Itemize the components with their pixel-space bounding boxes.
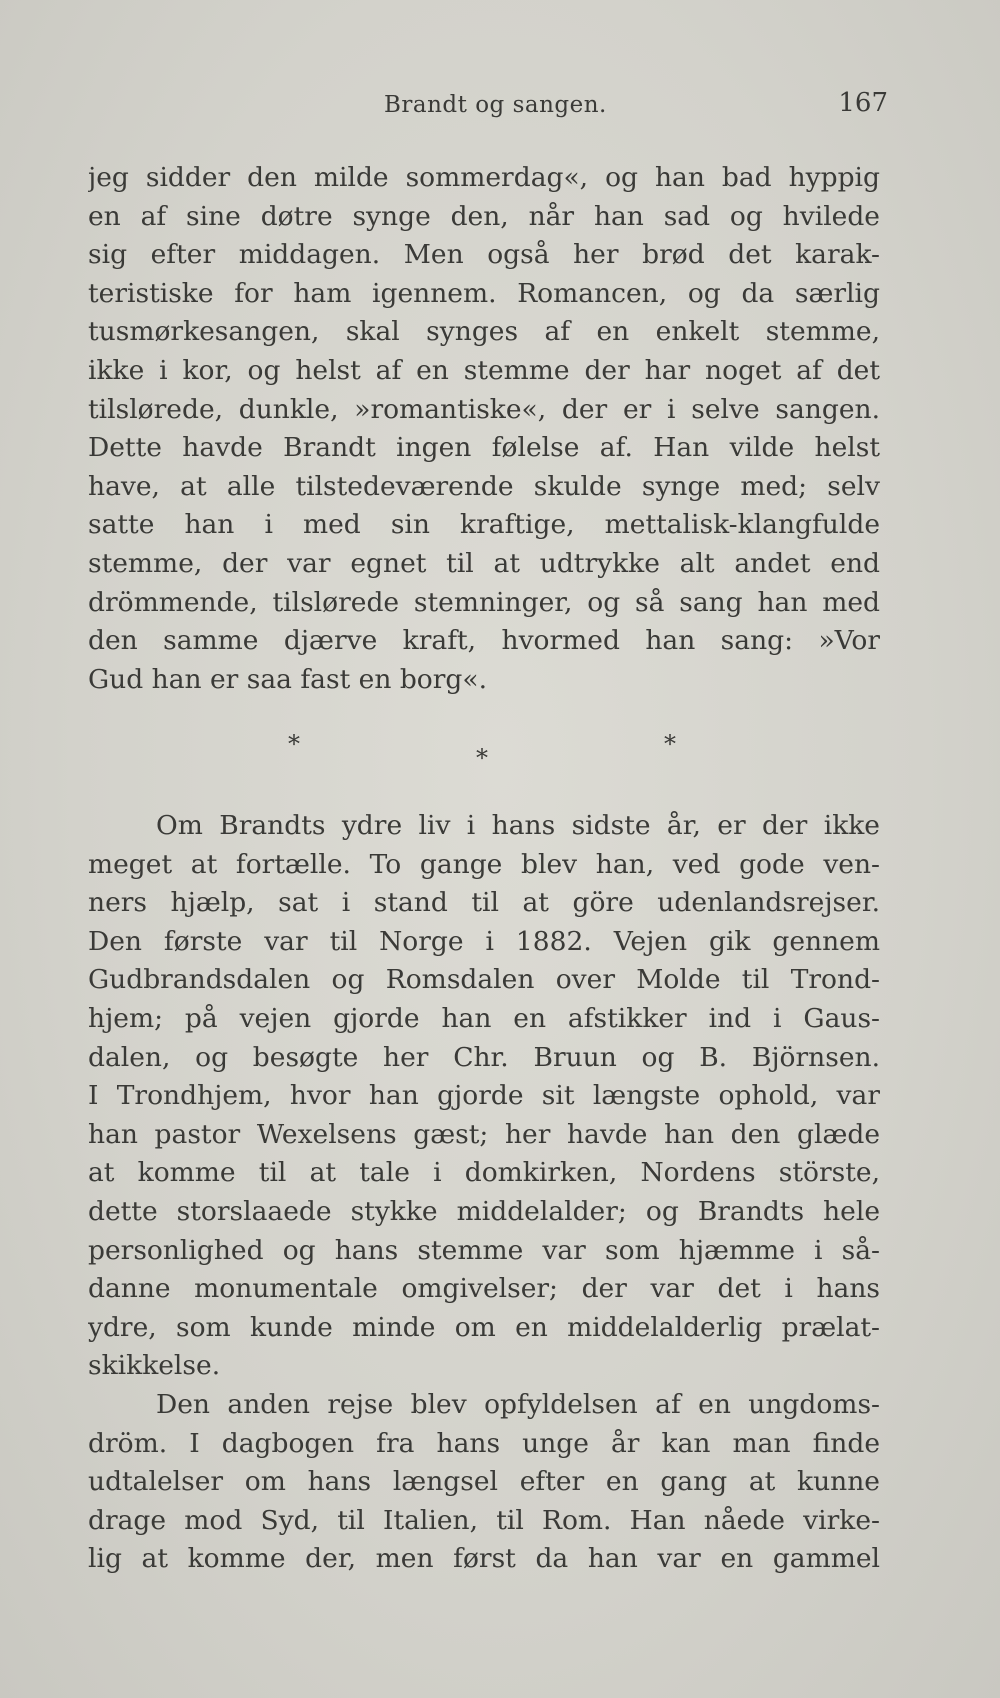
text-line: teristiske for ham igennem. Romancen, og da særlig <box>88 277 880 309</box>
section-separator <box>88 730 880 770</box>
separator-star: * <box>288 730 300 758</box>
text-line: dröm. I dagbogen fra hans unge år kan man finde <box>88 1427 880 1459</box>
text-line: Gudbrandsdalen og Romsdalen over Molde til Trond- <box>88 964 880 996</box>
text-line: lig at komme der, men først da han var en gammel <box>88 1543 880 1575</box>
separator-star: * <box>664 730 676 758</box>
text-line: Om Brandts ydre liv i hans sidste år, er der ikke <box>156 810 880 841</box>
text-line: dalen, og besøgte her Chr. Bruun og B. Björnsen. <box>88 1041 880 1073</box>
separator-star: * <box>476 744 488 772</box>
text-line: hjem; på vejen gjorde han en afstikker ind i Gaus- <box>88 1002 880 1034</box>
text-line: I Trondhjem, hvor han gjorde sit længste ophold, var <box>88 1080 880 1112</box>
text-line: skikkelse. <box>88 1350 221 1382</box>
text-line: drage mod Syd, til Italien, til Rom. Han nåede virke- <box>88 1504 880 1536</box>
text-line: sig efter middagen. Men også her brød det karak- <box>88 239 880 271</box>
text-line: tusmørkesangen, skal synges af en enkelt stemme, <box>88 316 880 348</box>
text-line: Dette havde Brandt ingen følelse af. Han vilde helst <box>88 432 880 464</box>
text-line: have, at alle tilstedeværende skulde synge med; selv <box>88 470 880 502</box>
text-line: han pastor Wexelsens gæst; her havde han den glæde <box>88 1118 880 1150</box>
paragraph-1 <box>88 159 880 699</box>
text-line: ikke i kor, og helst af en stemme der har noget af det <box>88 354 880 386</box>
text-line: Den første var til Norge i 1882. Vejen gik gennem <box>88 925 880 957</box>
running-title: Brandt og sangen. <box>384 92 607 118</box>
text-line: dette storslaaede stykke middelalder; og Brandts hele <box>88 1195 880 1227</box>
text-line: meget at fortælle. To gange blev han, ved gode ven- <box>88 848 880 880</box>
page-number: 167 <box>838 88 888 118</box>
text-line: Den anden rejse blev opfyldelsen af en ungdoms- <box>156 1388 880 1420</box>
text-line: danne monumentale omgivelser; der var det i hans <box>88 1273 880 1305</box>
text-line: stemme, der var egnet til at udtrykke alt andet end <box>88 547 880 579</box>
text-line: personlighed og hans stemme var som hjæmme i så- <box>88 1234 880 1266</box>
text-line: ydre, som kunde minde om en middelalderlig prælat- <box>88 1311 880 1343</box>
page-header <box>88 88 888 128</box>
text-line: ners hjælp, sat i stand til at göre udenlandsrejser. <box>88 887 880 919</box>
text-line: en af sine døtre synge den, når han sad og hvilede <box>88 200 880 232</box>
text-line: tilslørede, dunkle, »romantiske«, der er i selve sangen. <box>88 393 880 425</box>
text-line: drömmende, tilslørede stemninger, og så sang han med <box>88 586 880 618</box>
text-line: Gud han er saa fast en borg«. <box>88 663 488 695</box>
paragraph-2-and-3 <box>88 807 880 1579</box>
text-line: at komme til at tale i domkirken, Nordens störste, <box>88 1157 880 1189</box>
text-line: udtalelser om hans længsel efter en gang at kunne <box>88 1466 880 1498</box>
text-line: satte han i med sin kraftige, mettalisk-klangfulde <box>88 509 880 541</box>
text-line: jeg sidder den milde sommerdag«, og han bad hyppig <box>88 162 880 193</box>
text-line: den samme djærve kraft, hvormed han sang: »Vor <box>88 625 880 657</box>
